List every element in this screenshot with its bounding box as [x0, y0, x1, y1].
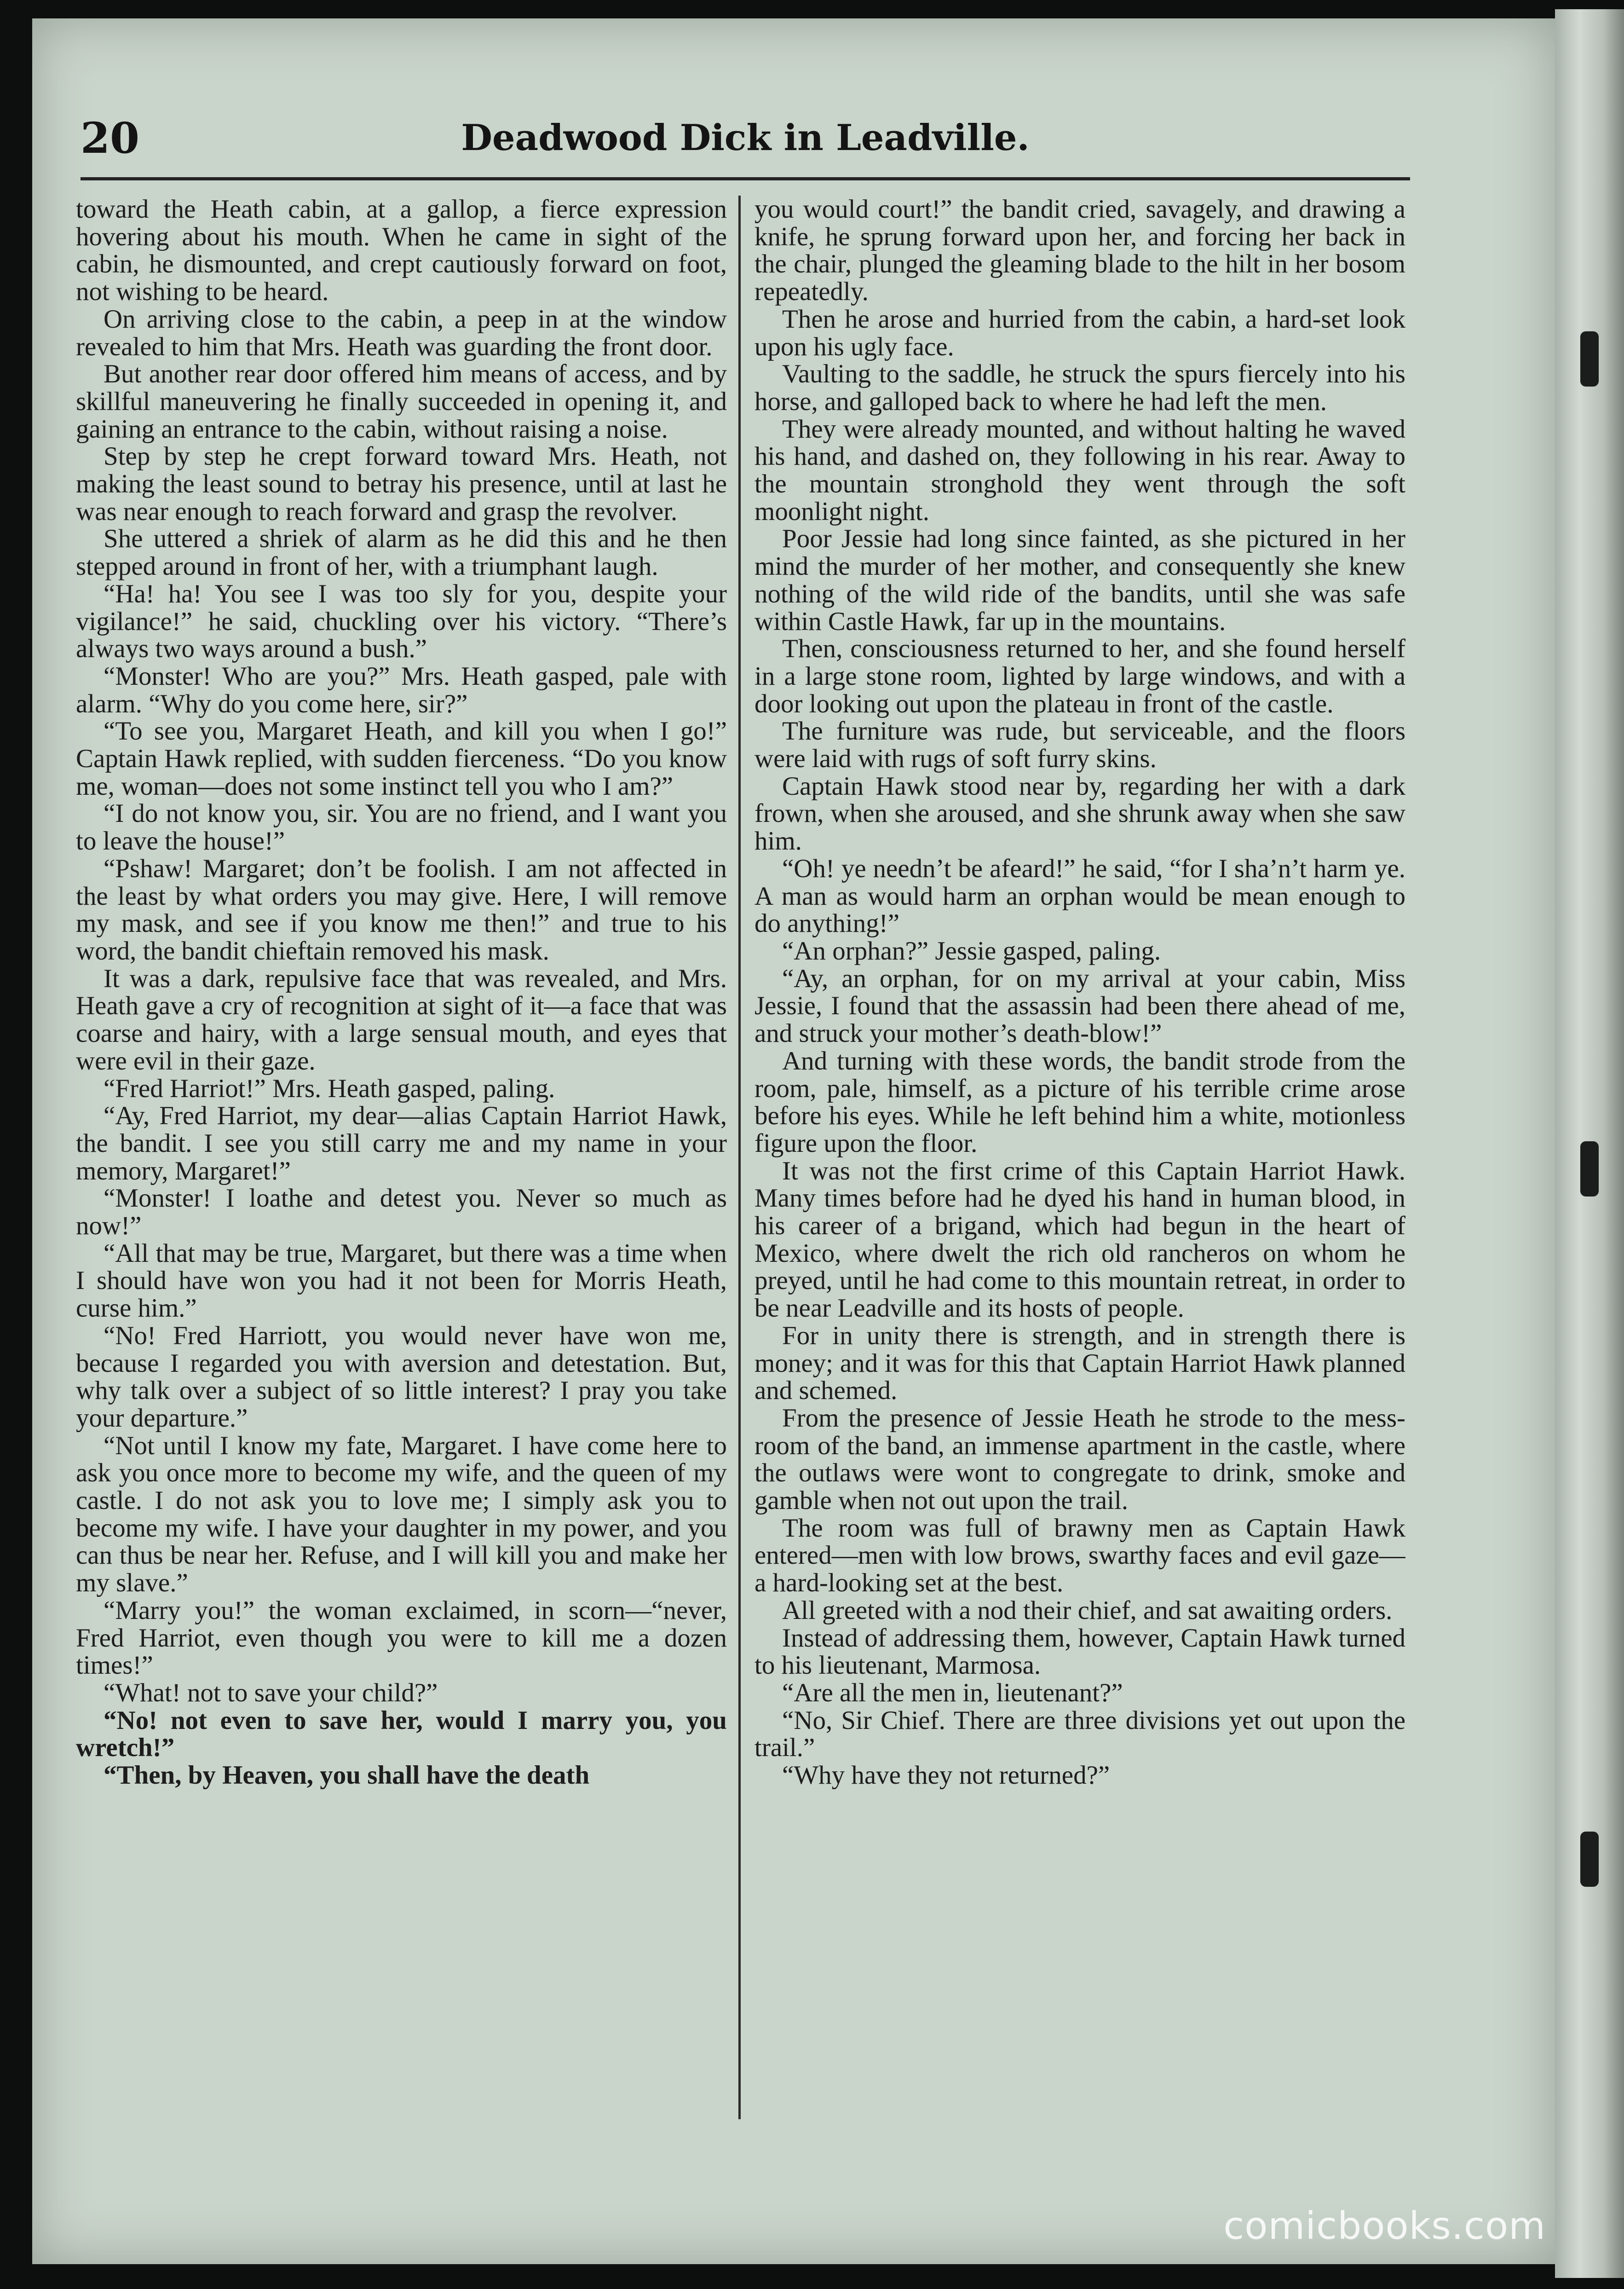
paragraph: “Not until I know my fate, Margaret. I have come here to ask you once more to become my wife, and the queen of my castle. I do not ask you to love me; I simply ask you to become my wife. I have your daughter in my power, and you can thus be near her. Refuse, and I will kill you and make her my slave.”	[76, 1431, 727, 1598]
binding-staple	[1580, 331, 1599, 387]
page-number: 20	[81, 113, 140, 163]
paragraph: She uttered a shriek of alarm as he did this and he then stepped around in front of her, with a triumphant laugh.	[76, 524, 727, 581]
paragraph: “Monster! I loathe and detest you. Never so much as now!”	[76, 1184, 727, 1241]
paragraph: All greeted with a nod their chief, and sat awaiting orders.	[782, 1595, 1393, 1625]
paragraph: “Ay, an orphan, for on my arrival at your cabin, Miss Jessie, I found that the assassin had been there ahead of me, and struck your mother’s death-blow!”	[754, 964, 1405, 1048]
paragraph: “All that may be true, Margaret, but there was a time when I should have won you had it not been for Morris Heath, curse him.”	[76, 1238, 727, 1323]
paragraph: “Fred Harriot!” Mrs. Heath gasped, paling.	[104, 1074, 555, 1103]
paragraph: “Are all the men in, lieutenant?”	[782, 1678, 1123, 1707]
paragraph: “No, Sir Chief. There are three divisions yet out upon the trail.”	[754, 1705, 1405, 1763]
paragraph: Captain Hawk stood near by, regarding her with a dark frown, when she aroused, and she shrunk away when she saw him.	[754, 771, 1405, 856]
binding-spine	[1555, 9, 1624, 2278]
paragraph: And turning with these words, the bandit strode from the room, pale, himself, as a picture of his terrible crime arose before his eyes. While he left behind him a white, motionless figure upon the floor.	[754, 1046, 1405, 1158]
paragraph: “To see you, Margaret Heath, and kill you when I go!” Captain Hawk replied, with sudden fierceness. “Do you know me, woman—does not some instinct tell you who I am?”	[76, 717, 727, 801]
column-divider	[738, 196, 741, 2119]
binding-staple	[1580, 1141, 1599, 1197]
paragraph: Then, consciousness returned to her, and she found herself in a large stone room, lighted by large windows, and with a door looking out upon the plateau in front of the castle.	[754, 634, 1405, 718]
paragraph: “No! Fred Harriott, you would never have won me, because I regarded you with aversion and detestation. But, why talk over a subject of so little interest? I pray you take your departure.”	[76, 1321, 727, 1433]
paragraph: They were already mounted, and without halting he waved his hand, and dashed on, they following in his rear. Away to the mountain stronghold they went through the soft moonlight night.	[754, 414, 1405, 526]
paragraph: But another rear door offered him means of access, and by skillful maneuvering he finally succeeded in opening it, and gaining an entrance to the cabin, without raising a noise.	[76, 359, 727, 444]
right-text-column	[754, 196, 1405, 2151]
paragraph: “No! not even to save her, would I marry you, you wretch!”	[76, 1705, 727, 1763]
left-text-column	[76, 196, 727, 2151]
paragraph: “An orphan?” Jessie gasped, paling.	[782, 936, 1161, 965]
paragraph: “Monster! Who are you?” Mrs. Heath gasped, pale with alarm. “Why do you come here, sir?”	[76, 661, 727, 718]
paragraph: “Ha! ha! You see I was too sly for you, despite your vigilance!” he said, chuckling over his victory. “There’s always two ways around a bush.”	[76, 579, 727, 664]
paragraph: “Marry you!” the woman exclaimed, in scorn—“never, Fred Harriot, even though you were to kill me a dozen times!”	[76, 1595, 727, 1680]
paragraph: Poor Jessie had long since fainted, as she pictured in her mind the murder of her mother, and consequently she knew nothing of the wild ride of the bandits, until she was safe within Castle Hawk, far up in the mountains.	[754, 524, 1405, 636]
paragraph: “Why have they not returned?”	[782, 1761, 1110, 1790]
paragraph: “What! not to save your child?”	[104, 1678, 438, 1707]
paragraph: The furniture was rude, but serviceable, and the floors were laid with rugs of soft furry skins.	[754, 717, 1405, 774]
paragraph: “Oh! ye needn’t be afeard!” he said, “for I sha’n’t harm ye. A man as would harm an orphan would be mean enough to do anything!”	[754, 854, 1405, 938]
paragraph: On arriving close to the cabin, a peep in at the window revealed to him that Mrs. Heath was guarding the front door.	[76, 304, 727, 361]
paragraph: Then he arose and hurried from the cabin, a hard-set look upon his ugly face.	[754, 304, 1405, 361]
paragraph: The room was full of brawny men as Captain Hawk entered—men with low brows, swarthy faces and evil gaze—a hard-looking set at the best.	[754, 1513, 1405, 1598]
paragraph: “Then, by Heaven, you shall have the death	[104, 1761, 590, 1790]
paragraph: Instead of addressing them, however, Captain Hawk turned to his lieutenant, Marmosa.	[754, 1623, 1405, 1680]
paragraph: For in unity there is strength, and in strength there is money; and it was for this that Captain Harriot Hawk planned and schemed.	[754, 1321, 1405, 1405]
header-rule	[81, 177, 1410, 180]
running-title: Deadwood Dick in Leadville.	[461, 117, 1030, 159]
paragraph: Step by step he crept forward toward Mrs. Heath, not making the least sound to betray his presence, until at last he was near enough to reach forward and grasp the revolver.	[76, 442, 727, 526]
paragraph: It was not the first crime of this Captain Harriot Hawk. Many times before had he dyed his hand in human blood, in his career of a brigand, which had begun in the heart of Mexico, where dwelt the rich old rancheros on whom he preyed, until he had come to this mountain retreat, in order to be near Leadville and its hosts of people.	[754, 1156, 1405, 1323]
paragraph: From the presence of Jessie Heath he strode to the mess-room of the band, an immense apartment in the castle, where the outlaws were wont to congregate to drink, smoke and gamble when not out upon the trail.	[754, 1403, 1405, 1515]
paragraph: “Ay, Fred Harriot, my dear—alias Captain Harriot Hawk, the bandit. I see you still carry me and my name in your memory, Margaret!”	[76, 1101, 727, 1185]
paragraph: It was a dark, repulsive face that was revealed, and Mrs. Heath gave a cry of recognition at sight of it—a face that was coarse and hairy, with a large sensual mouth, and eyes that were evil in their gaze.	[76, 964, 727, 1075]
paragraph: Vaulting to the saddle, he struck the spurs fiercely into his horse, and galloped back to where he had left the men.	[754, 359, 1405, 416]
paragraph: “Pshaw! Margaret; don’t be foolish. I am not affected in the least by what orders you may give. Here, I will remove my mask, and see if you know me then!” and true to his word, the bandit chieftain removed his mask.	[76, 854, 727, 965]
paragraph: you would court!” the bandit cried, savagely, and drawing a knife, he sprung forward upon her, and forcing her back in the chair, plunged the gleaming blade to the hilt in her bosom repeatedly.	[754, 196, 1405, 306]
paragraph: “I do not know you, sir. You are no friend, and I want you to leave the house!”	[76, 799, 727, 856]
page-header	[81, 108, 1410, 168]
watermark: comicbooks.com	[1223, 2204, 1546, 2248]
paragraph: toward the Heath cabin, at a gallop, a fierce expression hovering about his mouth. When he came in sight of the cabin, he dismounted, and crept cautiously forward on foot, not wishing to be heard.	[76, 196, 727, 306]
binding-staple	[1580, 1832, 1599, 1887]
